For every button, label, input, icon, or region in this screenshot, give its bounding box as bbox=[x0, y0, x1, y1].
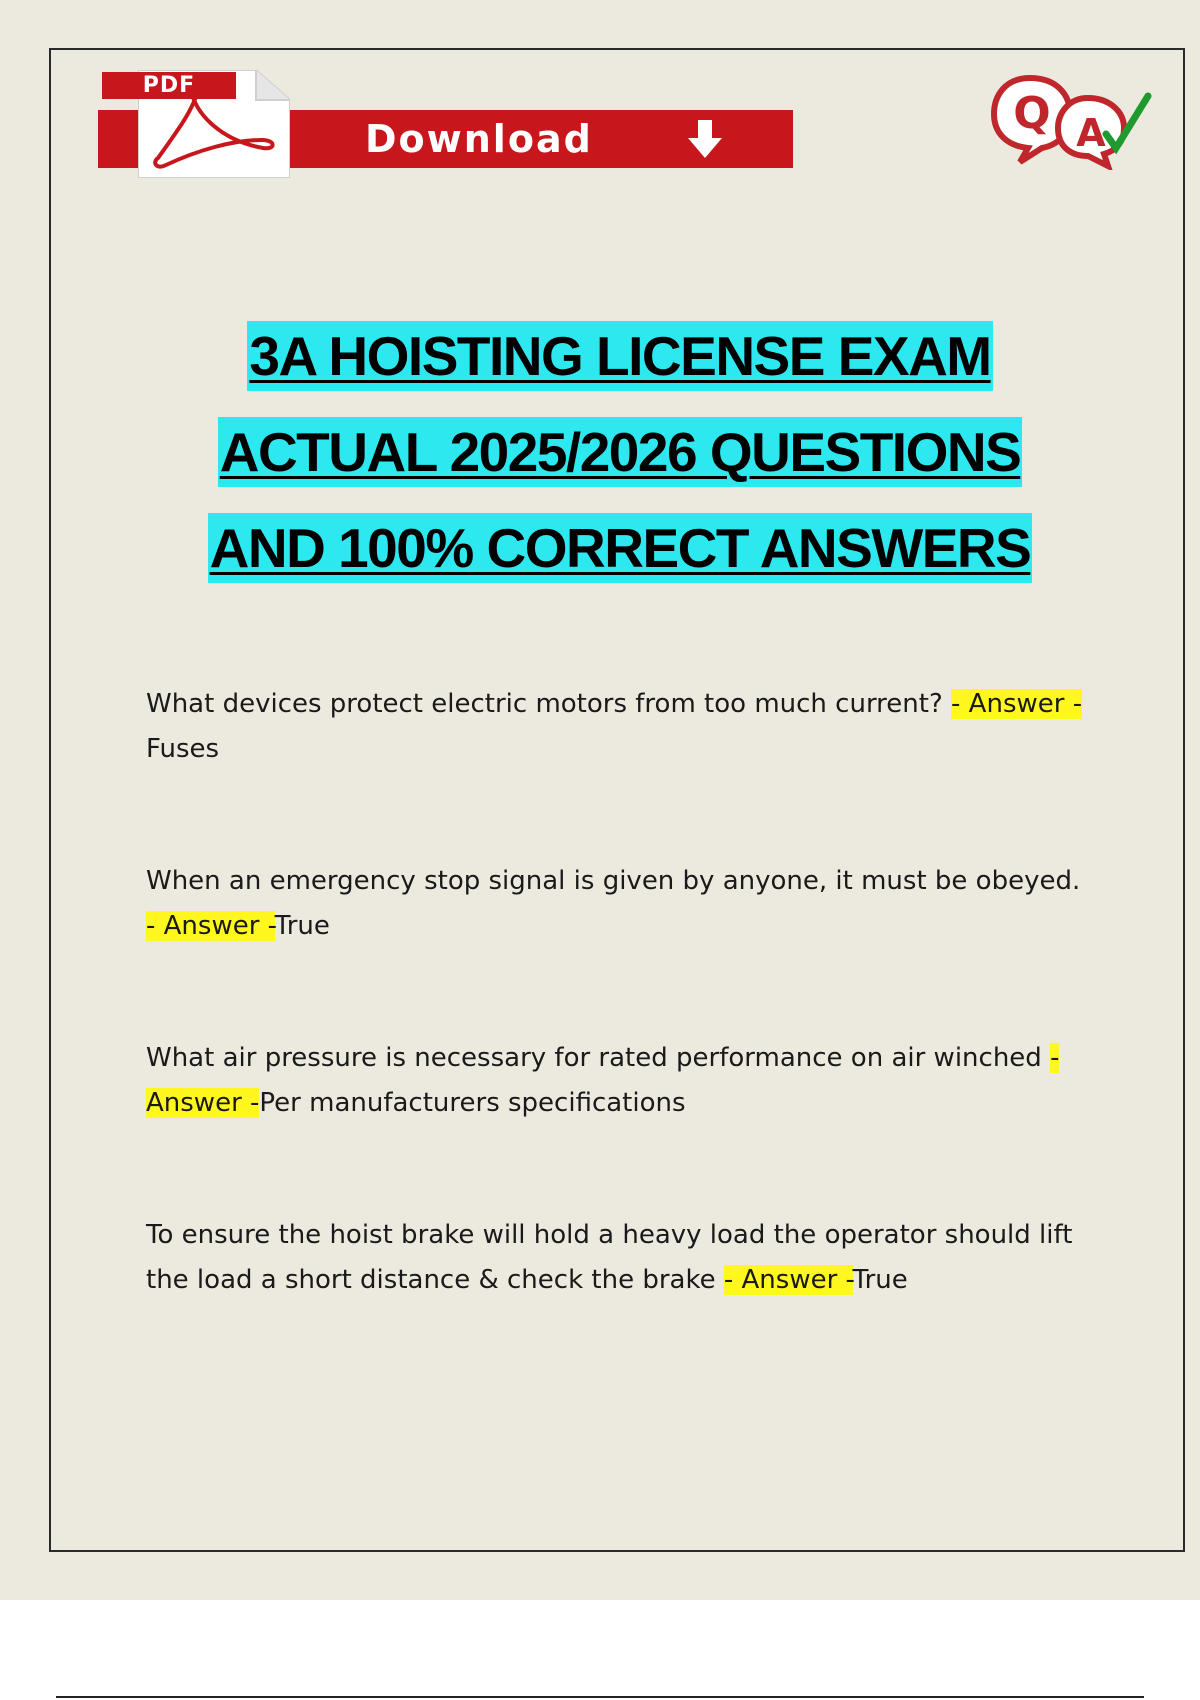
download-label[interactable]: Download bbox=[365, 117, 593, 161]
answer-text: Fuses bbox=[146, 734, 220, 764]
answer-text: True bbox=[852, 1265, 908, 1295]
title-line-3: AND 100% CORRECT ANSWERS bbox=[100, 500, 1140, 596]
question-text: What air pressure is necessary for rated performance on air winched bbox=[146, 1043, 1051, 1073]
qa-item-4 bbox=[146, 1213, 1096, 1303]
question-text: What devices protect electric motors from too much current? bbox=[146, 689, 952, 719]
title-line-1: 3A HOISTING LICENSE EXAM bbox=[100, 308, 1140, 404]
svg-text:A: A bbox=[1076, 111, 1106, 155]
question-text: To ensure the hoist brake will hold a heavy load the operator should lift the load a short distance & check the brake bbox=[146, 1220, 1073, 1295]
page-divider bbox=[56, 1696, 1144, 1698]
qa-item-1 bbox=[146, 682, 1096, 772]
answer-text: True bbox=[274, 911, 330, 941]
answer-marker: - Answer - bbox=[146, 1043, 1060, 1118]
answer-marker: - Answer - bbox=[146, 911, 275, 941]
question-text: When an emergency stop signal is given by anyone, it must be obeyed. bbox=[146, 866, 1081, 896]
answer-marker: - Answer - bbox=[951, 689, 1083, 719]
title-line-2: ACTUAL 2025/2026 QUESTIONS bbox=[100, 404, 1140, 500]
download-arrow-icon bbox=[685, 118, 725, 160]
pdf-badge: PDF bbox=[102, 72, 236, 99]
page-frame bbox=[49, 48, 1185, 1552]
qa-item-3 bbox=[146, 1036, 1096, 1126]
qa-item-2 bbox=[146, 859, 1096, 949]
answer-text: Per manufacturers specifications bbox=[259, 1088, 686, 1118]
document-title bbox=[100, 308, 1140, 596]
qa-logo-icon bbox=[990, 70, 1155, 170]
answer-marker: - Answer - bbox=[723, 1265, 853, 1295]
svg-text:Q: Q bbox=[1013, 88, 1051, 139]
